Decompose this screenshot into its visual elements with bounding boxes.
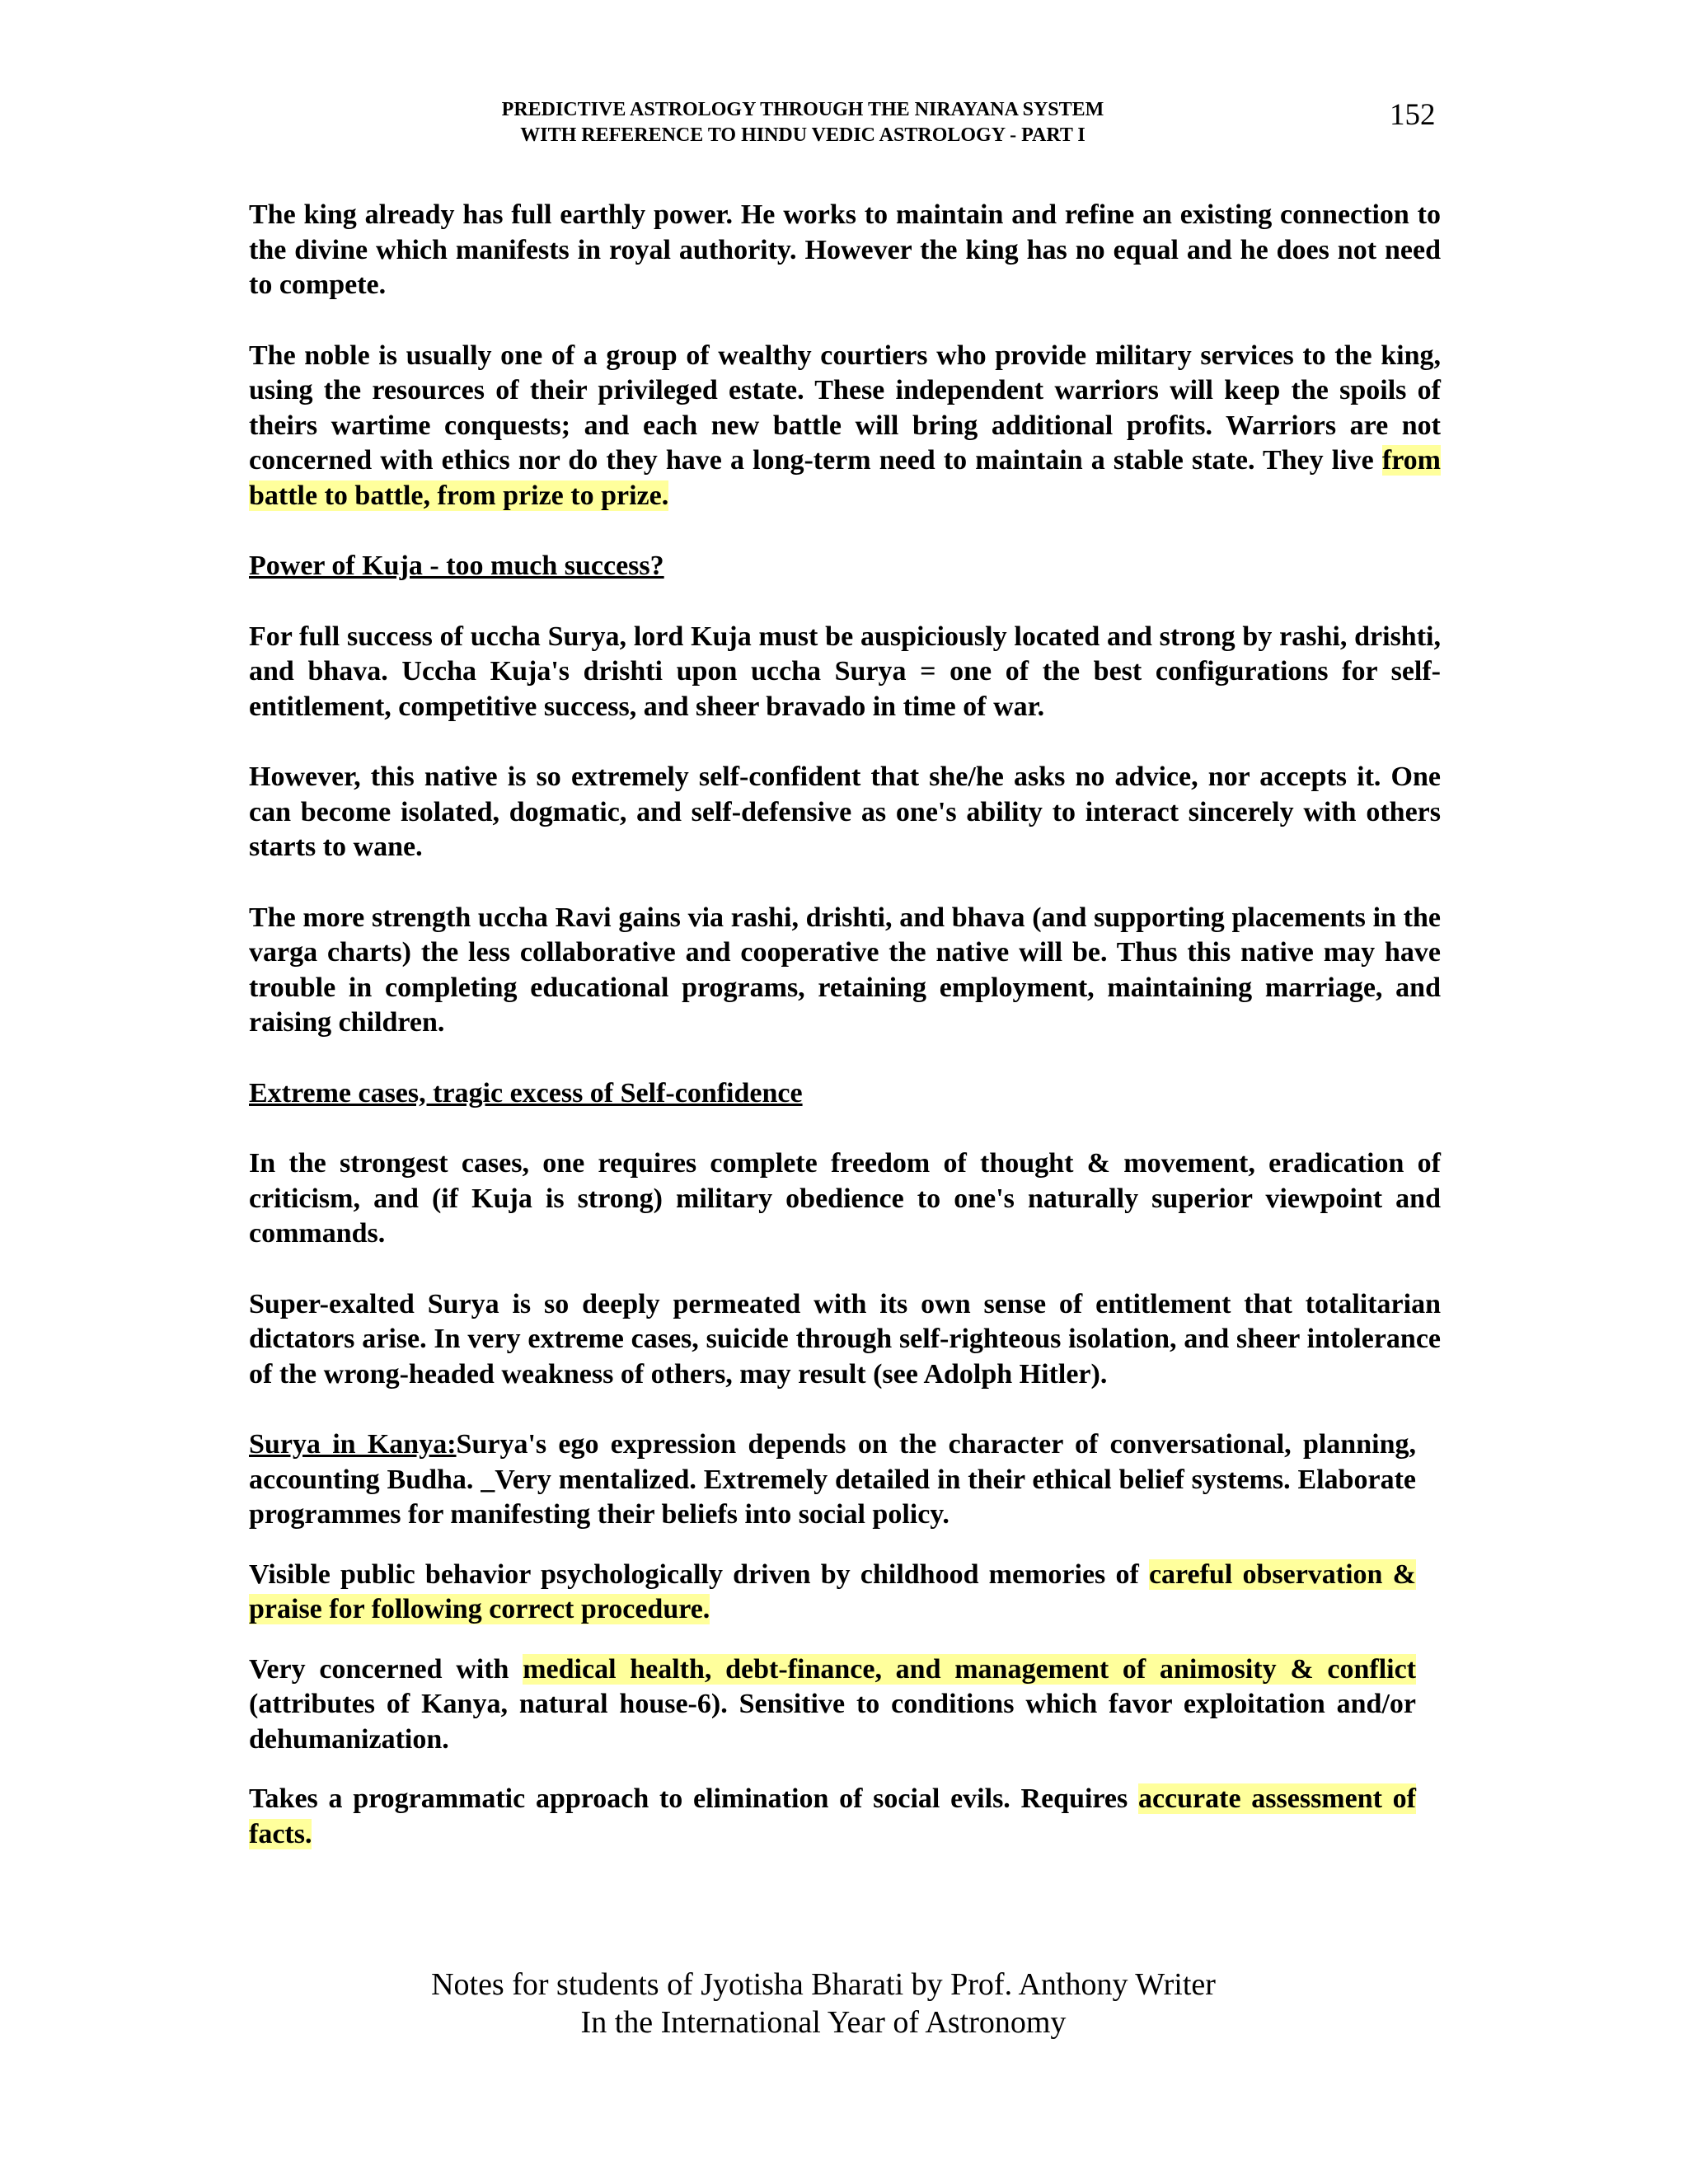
programmatic-approach-text: Takes a programmatic approach to elimination of social evils. Requires (249, 1783, 1138, 1814)
heading-power-of-kuja: Power of Kuja - too much success? (249, 551, 664, 581)
footer-line-1: Notes for students of Jyotisha Bharati by Prof. Anthony Writer (431, 1967, 1216, 2002)
surya-in-kanya-text: Surya's ego expression depends on the character of conversational, planning, accounting Budha. _Very mentalized. Extremely detailed in their ethical belief systems. Elaborate programmes for manifesting their beliefs into social policy. (249, 1429, 1416, 1530)
very-concerned-text-b: (attributes of Kanya, natural house-6). Sensitive to conditions which favor exploitation and/or dehumanization. (249, 1689, 1416, 1755)
highlight-medical-health: medical health, debt-finance, and management of animosity & conflict (523, 1653, 1417, 1685)
header-title-line-2: WITH REFERENCE TO HINDU VEDIC ASTROLOGY - PART I (520, 124, 1085, 146)
highlight-careful-observation: careful observation & praise for following correct procedure. (249, 1558, 1416, 1624)
paragraph-strongest-cases: In the strongest cases, one requires complete freedom of thought & movement, eradication of criticism, and (if Kuja is strong) military obedience to one's naturally superior viewpoint and commands. (249, 1148, 1441, 1249)
paragraph-uccha-ravi: The more strength uccha Ravi gains via rashi, drishti, and bhava (and supporting placements in the varga charts) the less collaborative and cooperative the native will be. Thus this native may have trouble in completing educational programs, retaining employment, maintaining marriage, and raising children. (249, 902, 1441, 1038)
page-number: 152 (1390, 98, 1436, 132)
paragraph-super-exalted: Super-exalted Surya is so deeply permeated with its own sense of entitlement that totalitarian dictators arise. In very extreme cases, suicide through self-righteous isolation, and sheer intolerance of the wrong-headed weakness of others, may result (see Adolph Hitler). (249, 1288, 1441, 1390)
paragraph-noble (249, 339, 1441, 514)
header-title-line-1: PREDICTIVE ASTROLOGY THROUGH THE NIRAYANA SYSTEM (501, 99, 1104, 120)
paragraph-surya-in-kanya (249, 1427, 1416, 1533)
paragraph-full-success: For full success of uccha Surya, lord Kuja must be auspiciously located and strong by rashi, drishti, and bhava. Uccha Kuja's drishti upon uccha Surya = one of the best configurations for self-entitlement, competitive success, and sheer bravado in time of war. (249, 621, 1441, 722)
page-footer (0, 1966, 1688, 2041)
paragraph-noble-text: The noble is usually one of a group of wealthy courtiers who provide military services to the king, using the resources of their privileged estate. These independent warriors will keep the spoils of theirs wartime conquests; and each new battle will bring additional profits. Warriors are not concerned with ethics nor do they have a long-term need to maintain a stable state. They live (249, 340, 1441, 476)
paragraph-self-confident: However, this native is so extremely self-confident that she/he asks no advice, nor accepts it. One can become isolated, dogmatic, and self-defensive as one's ability to interact sincerely with others starts to wane. (249, 762, 1441, 862)
highlight-battle-to-battle: from battle to battle, from prize to prize. (249, 445, 1441, 511)
surya-in-kanya-label: Surya in Kanya: (249, 1429, 457, 1460)
paragraph-king: The king already has full earthly power. He works to maintain and refine an existing connection to the divine which manifests in royal authority. However the king has no equal and he does not need to compete. (249, 199, 1441, 300)
very-concerned-text-a: Very concerned with (249, 1653, 523, 1685)
paragraph-visible-behavior (249, 1558, 1416, 1628)
visible-behavior-text: Visible public behavior psychologically driven by childhood memories of (249, 1558, 1149, 1590)
footer-line-2: In the International Year of Astronomy (580, 2005, 1067, 2040)
highlight-accurate-assessment: accurate assessment of facts. (249, 1783, 1417, 1849)
paragraph-programmatic-approach (249, 1782, 1416, 1852)
paragraph-very-concerned (249, 1652, 1416, 1758)
page-body (249, 198, 1441, 1877)
heading-extreme-cases: Extreme cases, tragic excess of Self-confidence (249, 1077, 803, 1108)
